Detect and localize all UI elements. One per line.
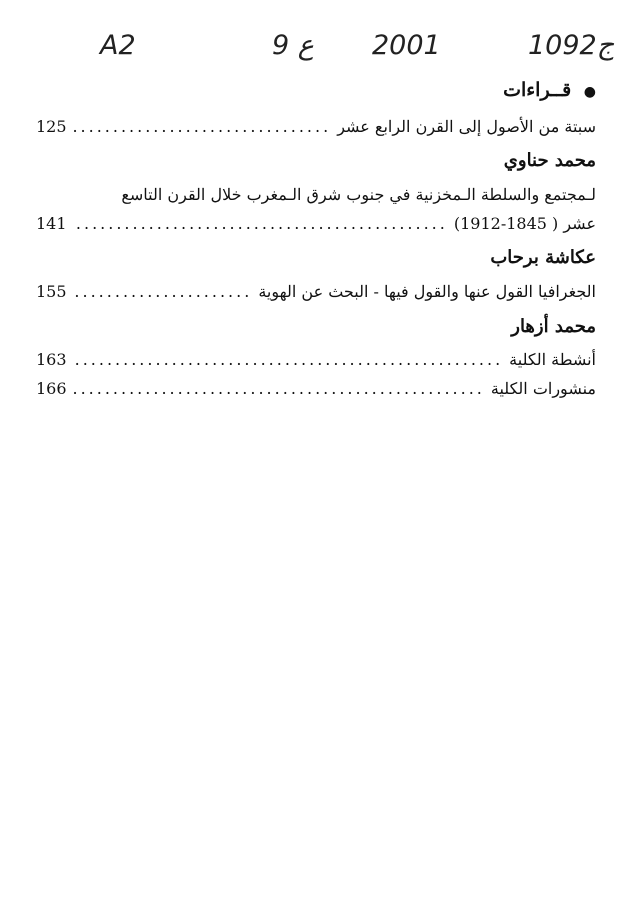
handwritten-code: 1092ج [528, 30, 615, 61]
handwritten-issue: ع 9 [272, 30, 314, 61]
author-name: محمد أزهار [511, 315, 596, 337]
bullet-icon: ● [583, 84, 596, 100]
table-of-contents [36, 78, 596, 402]
handwritten-year: 2001 [372, 30, 441, 61]
toc-entry [36, 282, 596, 303]
dot-leader [73, 350, 504, 371]
dot-leader [73, 117, 332, 138]
toc-entry-title: الجغرافيا القول عنها والقول فيها - البحث عن الهوية [258, 281, 596, 301]
dot-leader [73, 214, 448, 235]
section-title [36, 78, 596, 103]
author-name: محمد حناوي [503, 150, 596, 172]
toc-entry [36, 379, 596, 400]
toc-entry [36, 350, 596, 371]
toc-entry [36, 214, 596, 235]
toc-entry-page: 163 [36, 350, 67, 370]
toc-entry-title: سبتة من الأصول إلى القرن الرابع عشر [337, 116, 596, 136]
toc-entry-title: لـمجتمع والسلطة الـمخزنية في جنوب شرق الـمغرب خلال القرن التاسع [121, 184, 596, 204]
author-name: عكاشة برحاب [490, 247, 596, 269]
toc-entry [36, 117, 596, 138]
toc-entry-page: 155 [36, 281, 67, 301]
section-title-text: قــراءات [503, 79, 572, 101]
toc-entry-title: عشر ( 1845-1912) [453, 213, 596, 233]
toc-entry-title: أنشطة الكلية [509, 350, 596, 370]
toc-entry-page: 125 [36, 116, 67, 136]
toc-entry-page: 166 [36, 378, 67, 398]
handwritten-shelfmark: A2 [100, 30, 136, 61]
dot-leader [73, 282, 253, 303]
dot-leader [73, 379, 485, 400]
toc-entry-title: منشورات الكلية [490, 378, 596, 398]
toc-entry-page: 141 [36, 213, 67, 233]
